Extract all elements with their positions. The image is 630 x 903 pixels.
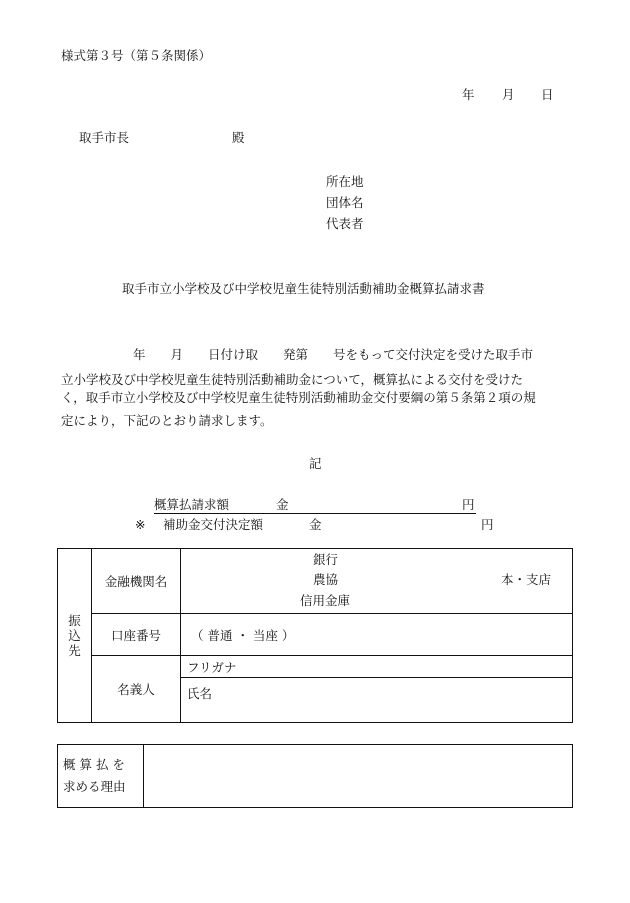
institution-value-cell[interactable] (181, 549, 573, 614)
body-line-1: 年 月 日付け取 発第 号をもって交付決定を受けた取手市 (133, 347, 534, 362)
holder-label: 名義人 (117, 682, 155, 697)
transfer-group-cell (58, 549, 92, 723)
bank-type-credit: 信用金庫 (300, 593, 351, 608)
account-type-choice: （ 普通 ・ 当座 ） (191, 627, 295, 643)
holder-label-cell (92, 656, 181, 723)
request-amount-yen: 円 (462, 497, 475, 512)
request-amount-label: 概算払請求額 (154, 497, 230, 512)
organization-label: 団体名 (326, 195, 364, 210)
bank-type-agri: 農協 (313, 572, 339, 587)
decision-amount-yen: 円 (481, 517, 494, 532)
document-title: 取手市立小学校及び中学校児童生徒特別活動補助金概算払請求書 (122, 281, 485, 296)
transfer-group-label: 振込先 (68, 613, 81, 658)
furigana-label: フリガナ (187, 659, 237, 675)
furigana-cell[interactable] (181, 656, 573, 678)
date-year-label: 年 (462, 87, 475, 102)
branch-label: 本・支店 (501, 572, 552, 587)
date-day-label: 日 (541, 87, 554, 102)
decision-amount-label: 補助金交付決定額 (163, 517, 264, 532)
institution-label: 金融機関名 (104, 574, 168, 589)
reason-table (57, 744, 573, 808)
body-line-4: 定により，下記のとおり請求します。 (61, 413, 273, 428)
representative-label: 代表者 (326, 216, 364, 231)
decision-amount-kin: 金 (309, 517, 322, 532)
reason-label-cell (58, 745, 144, 808)
date-month-label: 月 (502, 87, 515, 102)
request-amount-kin: 金 (276, 497, 289, 512)
account-number-label-cell (92, 614, 181, 656)
ki-label: 記 (309, 456, 322, 471)
bank-transfer-table (57, 548, 573, 723)
addressee-honorific: 殿 (232, 130, 245, 145)
address-label: 所在地 (326, 174, 364, 189)
reason-label-line-2: 求める理由 (63, 779, 126, 794)
bank-type-bank: 銀行 (313, 552, 339, 567)
addressee-title: 取手市長 (79, 130, 130, 145)
form-number: 様式第３号（第５条関係） (61, 48, 212, 63)
holder-name-cell[interactable] (181, 678, 573, 723)
reason-value-cell[interactable] (144, 745, 573, 808)
institution-label-cell (92, 549, 181, 614)
body-line-3: く，取手市立小学校及び中学校児童生徒特別活動補助金交付要綱の第５条第２項の規 (61, 390, 536, 405)
account-number-label: 口座番号 (110, 627, 161, 643)
decision-mark: ※ (135, 517, 146, 532)
account-number-value-cell[interactable] (181, 614, 573, 656)
body-line-2: 立小学校及び中学校児童生徒特別活動補助金について，概算払による交付を受けた (61, 372, 524, 387)
holder-name-label: 氏名 (187, 686, 213, 701)
reason-label-line-1: 概 算 払 を (63, 757, 125, 772)
